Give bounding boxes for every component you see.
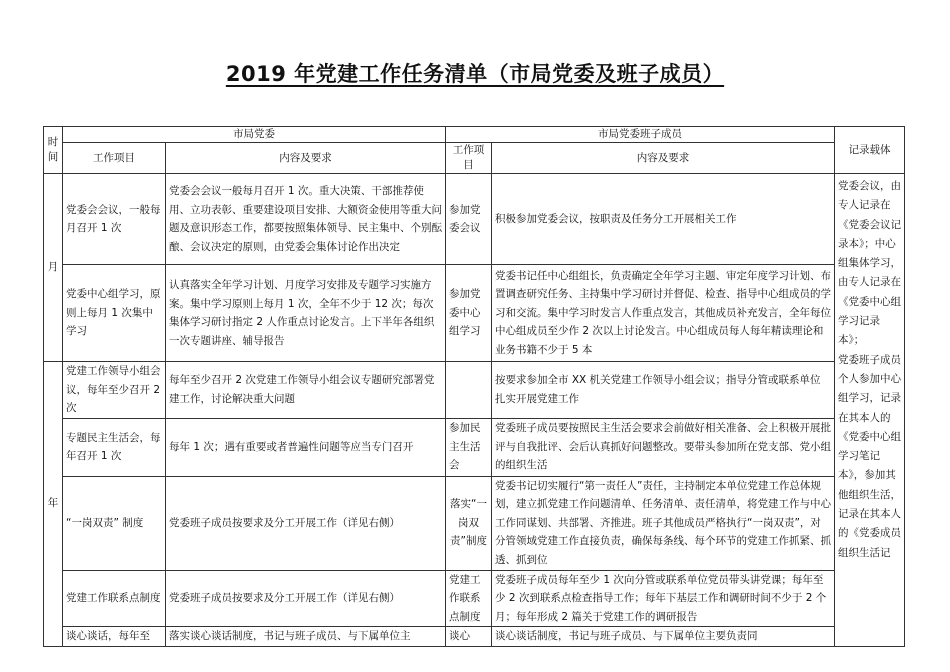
table-row [44,627,905,647]
committee-header: 市局党委 [63,127,446,143]
committee-content: 每年至少召开 2 次党建工作领导小组会议专题研究部署党建工作，讨论解决重大问题 [166,362,446,419]
member-item: 参加民主生活会 [446,418,492,476]
member-item: 落实“一岗双责”制度 [446,476,492,570]
member-item [446,362,492,419]
members-header: 市局党委班子成员 [446,127,835,143]
committee-item: 专题民主生活会，每年召开 1 次 [63,418,166,476]
period-month: 月 [44,174,63,362]
record-carrier: 党委会议，由专人记录在《党委会议记录本》；中心组集体学习，由专人记录在《党委中心组学习记录本》； 党委班子成员个人参加中心组学习，记录在其本人的《党委中心组学习笔记本》，参加其他组织生活，记录在其本人的《党委成员组织生活记 [835,174,905,647]
committee-item: 党建工作联系点制度 [63,570,166,627]
member-content: 按要求参加全市 XX 机关党建工作领导小组会议；指导分管或联系单位扎实开展党建工作 [492,362,835,419]
committee-item: 谈心谈话，每年至 [63,627,166,647]
table-row [44,570,905,627]
member-content: 积极参加党委会议，按职责及任务分工开展相关工作 [492,174,835,265]
member-content: 党委班子成员每年至少 1 次向分管或联系单位党员带头讲党课；每年至少 2 次到联系点检查指导工作；每年下基层工作和调研时间不少于 2 个月；每年形成 2 篇关于党建工作的调研报告 [492,570,835,627]
committee-item: 党委中心组学习，原则上每月 1 次集中学习 [63,265,166,362]
committee-item: “一岗双责” 制度 [63,476,166,570]
content-header: 内容及要求 [166,143,446,174]
member-content: 党委书记任中心组组长，负责确定全年学习主题、审定年度学习计划、布置调查研究任务、主持集中学习研讨并督促、检查、指导中心组成员的学习和交流。集中学习时发言人作重点发言，其他成员补充发言，全年每位中心组成员至少作 2 次以上讨论发言。中心组成员每人每年精读理论和业务书籍不少于 5 本 [492,265,835,362]
member-item: 参加党委中心组学习 [446,265,492,362]
period-year: 年 [44,362,63,647]
member-item: 参加党委会议 [446,174,492,265]
committee-content: 落实谈心谈话制度，书记与班子成员、与下属单位主 [166,627,446,647]
work-item-header-2: 工作项目 [446,143,492,174]
page-title: 2019 年党建工作任务清单（市局党委及班子成员） [225,62,725,86]
member-item: 党建工作联系点制度 [446,570,492,627]
time-header: 时间 [44,127,63,174]
record-header: 记录载体 [835,127,905,174]
committee-item: 党建工作领导小组会议，每年至少召开 2 次 [63,362,166,419]
committee-item: 党委会会议，一般每月召开 1 次 [63,174,166,265]
committee-content: 党委班子成员按要求及分工开展工作（详见右侧） [166,570,446,627]
table-row [44,174,905,265]
committee-content: 认真落实全年学习计划、月度学习安排及专题学习实施方案。集中学习原则上每月 1 次，全年不少于 12 次；每次集体学习研讨指定 2 人作重点讨论发言。上下半年各组织一次专题讲座、辅导报告 [166,265,446,362]
committee-content: 每年 1 次；遇有重要或者普遍性问题等应当专门召开 [166,418,446,476]
table-row [44,265,905,362]
member-content: 谈心谈话制度，书记与班子成员、与下属单位主要负责同 [492,627,835,647]
task-table [43,126,905,647]
member-content: 党委书记切实履行“第一责任人”责任，主持制定本单位党建工作总体规划，建立抓党建工作问题清单、任务清单、责任清单，将党建工作与中心工作同谋划、共部署、齐推进。班子其他成员严格执行“一岗双责”，对分管领域党建工作直接负责，确保每条线、每个环节的党建工作抓紧、抓透、抓到位 [492,476,835,570]
member-item: 谈心 [446,627,492,647]
content-header-2: 内容及要求 [492,143,835,174]
table-row [44,476,905,570]
table-row [44,418,905,476]
table-row [44,362,905,419]
committee-content: 党委会会议一般每月召开 1 次。重大决策、干部推荐使用、立功表彰、重要建设项目安排、大额资金使用等重大问题及意识形态工作，都要按照集体领导、民主集中、个别酝酿、会议决定的原则，由党委会集体讨论作出决定 [166,174,446,265]
committee-content: 党委班子成员按要求及分工开展工作（详见右侧） [166,476,446,570]
work-item-header: 工作项目 [63,143,166,174]
member-content: 党委班子成员要按照民主生活会要求会前做好相关准备、会上积极开展批评与自我批评、会后认真抓好问题整改。要带头参加所在党支部、党小组的组织生活 [492,418,835,476]
